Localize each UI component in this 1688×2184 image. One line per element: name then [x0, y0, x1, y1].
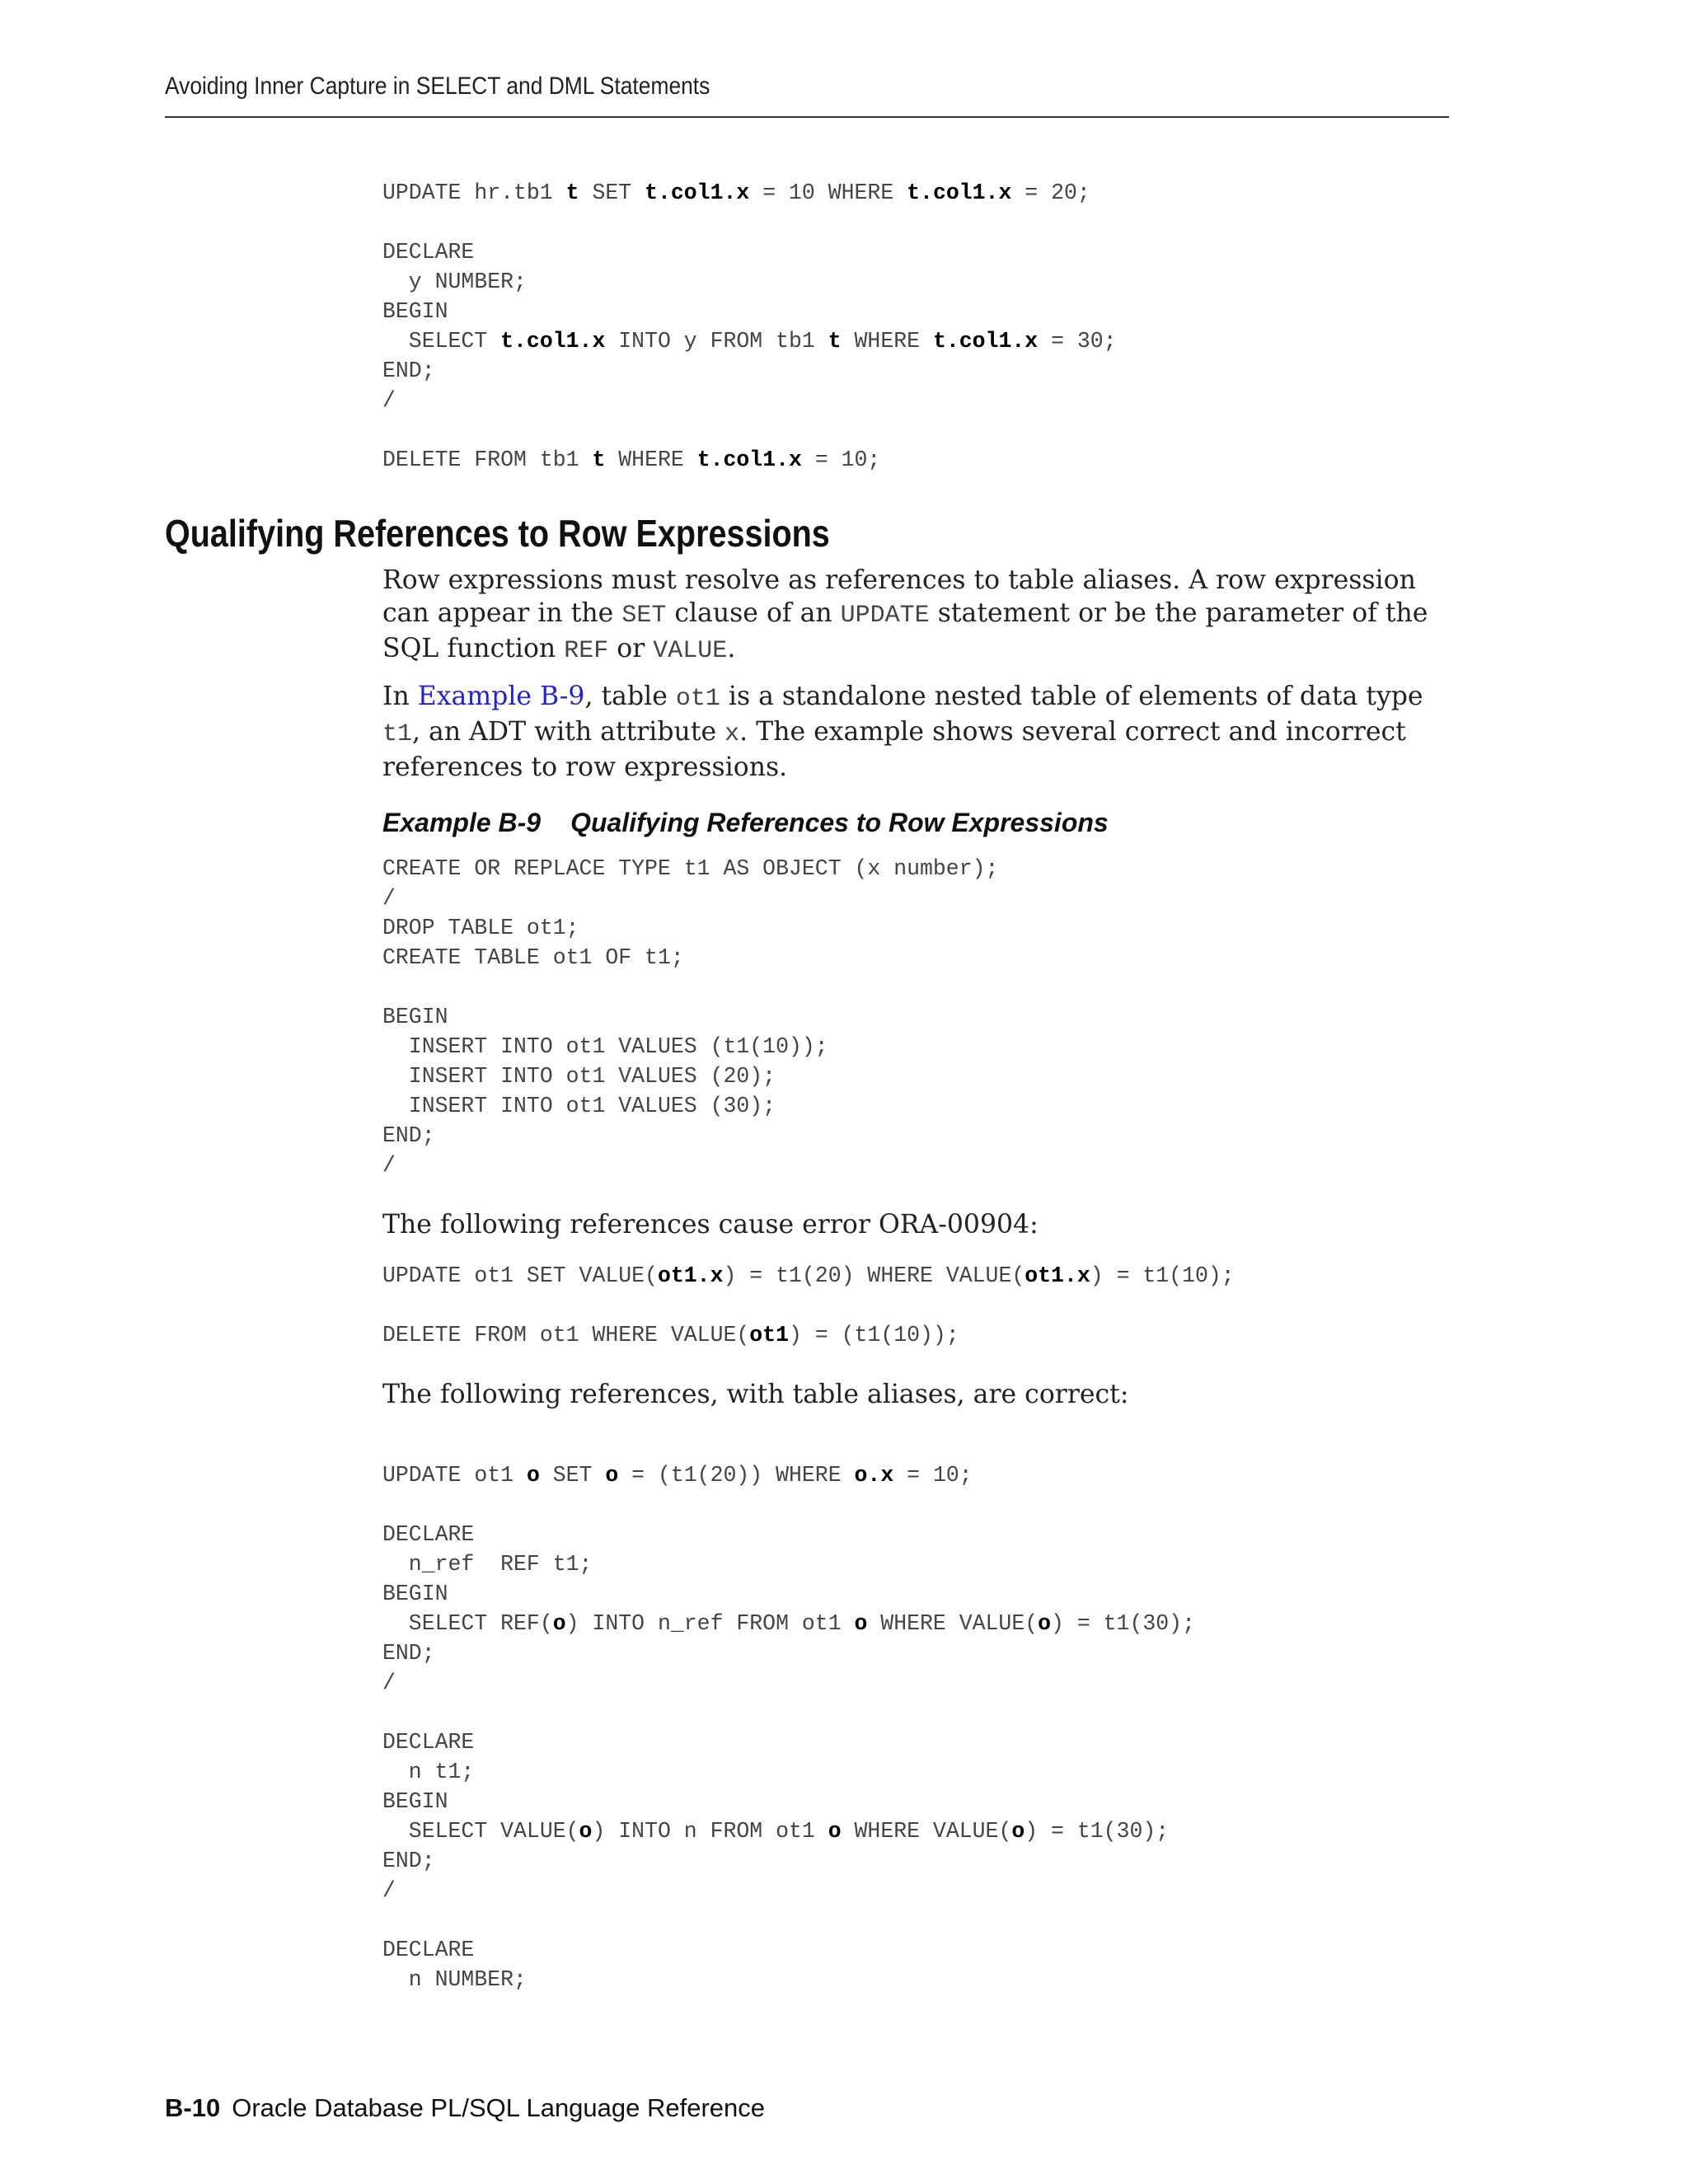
code-line: /: [382, 388, 396, 413]
code-line: INSERT INTO ot1 VALUES (20);: [382, 1064, 776, 1089]
example-caption: Qualifying References to Row Expressions: [570, 808, 1109, 837]
example-number: Example B-9: [382, 808, 542, 837]
book-title: Oracle Database PL/SQL Language Reference: [232, 2093, 766, 2122]
code-line: UPDATE hr.tb1 t SET t.col1.x = 10 WHERE t.col1.x = 20;: [382, 180, 1090, 205]
section-title: Qualifying References to Row Expressions: [165, 512, 830, 555]
code-line: n t1;: [382, 1760, 475, 1784]
paragraph-error-references: The following references cause error ORA-00904:: [382, 1210, 1039, 1240]
code-line: CREATE OR REPLACE TYPE t1 AS OBJECT (x number);: [382, 856, 999, 881]
page-footer: [165, 2093, 765, 2123]
code-block-3: [382, 1261, 1235, 1350]
code-line: UPDATE ot1 o SET o = (t1(20)) WHERE o.x = 10;: [382, 1463, 973, 1488]
code-block-1: [382, 178, 1117, 475]
code-line: DECLARE: [382, 1522, 475, 1547]
code-line: n_ref REF t1;: [382, 1552, 593, 1577]
code-line: INSERT INTO ot1 VALUES (30);: [382, 1094, 776, 1118]
code-line: END;: [382, 1641, 435, 1666]
code-block-4: [382, 1460, 1195, 1994]
code-line: /: [382, 886, 396, 911]
code-line: /: [382, 1153, 396, 1178]
header-rule: [165, 116, 1449, 118]
code-line: DECLARE: [382, 1938, 475, 1962]
code-line: DECLARE: [382, 1730, 475, 1755]
code-line: BEGIN: [382, 299, 448, 324]
code-line: SELECT VALUE(o) INTO n FROM ot1 o WHERE VALUE(o) = t1(30);: [382, 1819, 1170, 1844]
code-line: DROP TABLE ot1;: [382, 916, 579, 940]
code-line: BEGIN: [382, 1005, 448, 1029]
paragraph-row-expressions: Row expressions must resolve as references to table aliases. A row expression can appear in the SET clause of an UPDATE statement or be the parameter of the SQL function REF or VALUE.: [382, 565, 1428, 665]
code-line: INSERT INTO ot1 VALUES (t1(10));: [382, 1034, 828, 1059]
example-title: [382, 808, 1109, 838]
code-block-2: [382, 854, 998, 1180]
code-line: SELECT t.col1.x INTO y FROM tb1 t WHERE t.col1.x = 30;: [382, 329, 1117, 354]
code-line: /: [382, 1671, 396, 1695]
code-line: BEGIN: [382, 1789, 448, 1814]
page-number: B-10: [165, 2093, 221, 2122]
code-line: END;: [382, 1849, 435, 1873]
code-line: END;: [382, 359, 435, 383]
code-line: y NUMBER;: [382, 269, 527, 294]
code-line: DECLARE: [382, 240, 475, 265]
code-line: n NUMBER;: [382, 1967, 527, 1992]
paragraph-correct-references: The following references, with table aliases, are correct:: [382, 1380, 1129, 1409]
code-line: BEGIN: [382, 1582, 448, 1606]
paragraph-example-intro: In Example B-9, table ot1 is a standalone nested table of elements of data type t1, an ADT with attribute x. The example shows several correct and incorrect references to row expressions.: [382, 682, 1423, 782]
code-line: CREATE TABLE ot1 OF t1;: [382, 945, 684, 970]
code-line: END;: [382, 1123, 435, 1148]
code-line: SELECT REF(o) INTO n_ref FROM ot1 o WHERE VALUE(o) = t1(30);: [382, 1611, 1195, 1636]
running-head: Avoiding Inner Capture in SELECT and DML Statements: [165, 73, 710, 100]
example-b9-link[interactable]: Example B-9: [417, 682, 585, 711]
code-line: DELETE FROM tb1 t WHERE t.col1.x = 10;: [382, 448, 881, 472]
code-line: /: [382, 1878, 396, 1903]
code-line: UPDATE ot1 SET VALUE(ot1.x) = t1(20) WHERE VALUE(ot1.x) = t1(10);: [382, 1263, 1235, 1288]
code-line: DELETE FROM ot1 WHERE VALUE(ot1) = (t1(10));: [382, 1323, 959, 1347]
